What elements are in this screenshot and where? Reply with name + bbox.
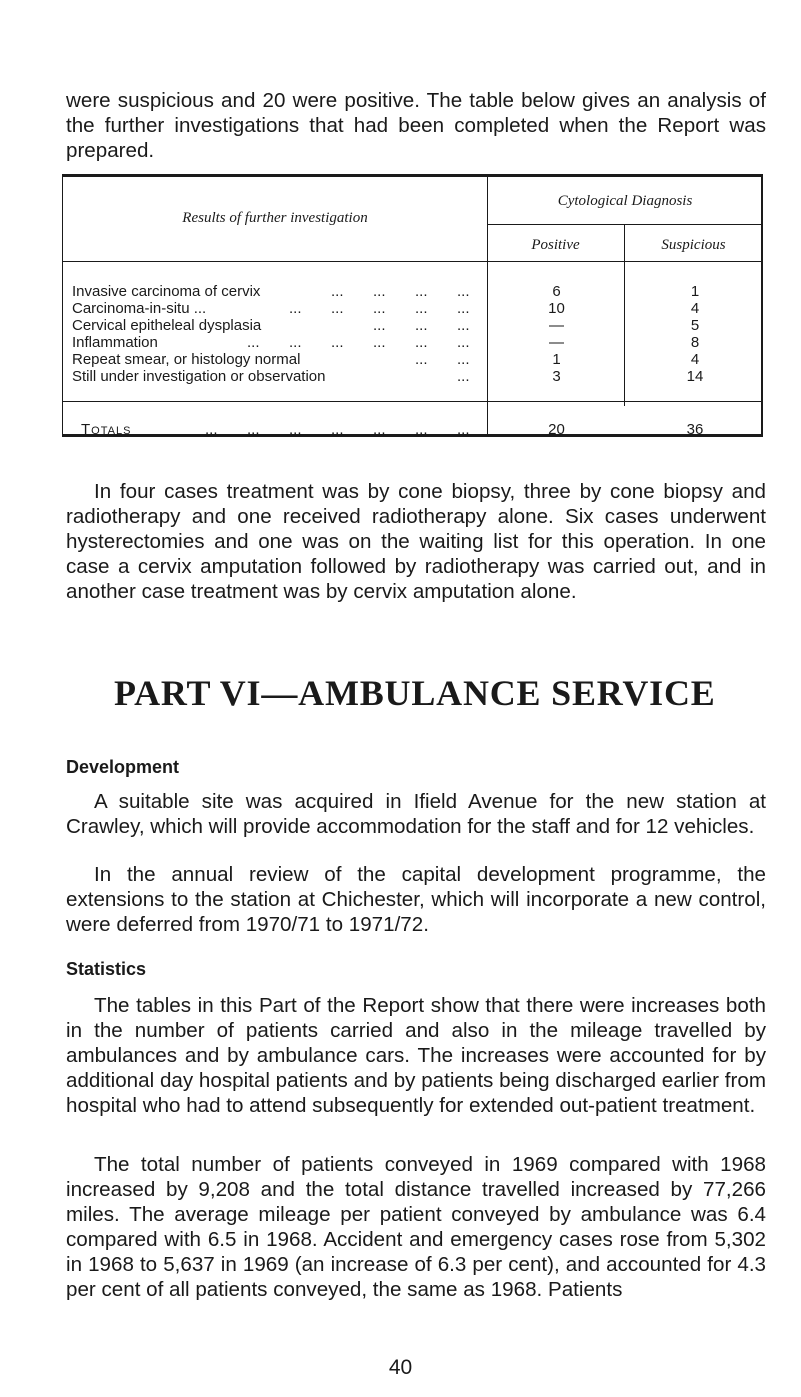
section-heading-statistics: Statistics [66,959,147,979]
table-row: Repeat smear, or histology normal ... ... 1 4 [72,351,700,368]
row-header: Results of further investigation [182,210,368,226]
investigation-table [62,174,763,437]
totals-positive: 20 [548,421,565,438]
development-paragraph-1: A suitable site was acquired in Ifield Avenue for the new station at Crawley, which will provide accommodation for the staff and for 12 vehicles. [66,790,766,838]
development-paragraph-2: In the annual review of the capital development programme, the extensions to the station at Chichester, which will incorporate a new control, were deferred from 1970/71 to 1971/72. [66,863,766,936]
totals-suspicious: 36 [686,421,704,438]
totals-row: Totals ... ... ... ... ... ... ... 20 36 [63,421,762,439]
treatment-paragraph: In four cases treatment was by cone biopsy, three by cone biopsy and radiotherapy and one received radiotherapy alone. Six cases underwent hysterectomies and one was on the waiting list for this operation. In one case a cervix amputation followed by radiotherapy was carried out, and in another case treatment was by cervix amputation alone. [66,480,766,603]
table-row: Inflammation ... ... ... ... ... ... — 8 [72,334,700,351]
table-row: Cervical epitheleal dysplasia ... ... ... — 5 [72,317,700,334]
table-row: Invasive carcinoma of cervix ... ... ... ... 6 1 [72,283,700,300]
statistics-paragraph-1: The tables in this Part of the Report show that there were increases both in the number of patients carried and also in the mileage travelled by ambulances and by ambulance cars. The increases were accounted for by additional day hospital patients and by patients being discharged earlier from hospital who had to attend subsequently for extended out-patient treatment. [66,994,766,1117]
group-header: Cytological Diagnosis [557,193,693,209]
part-title: PART VI—AMBULANCE SERVICE [114,673,716,713]
col-header-positive: Positive [531,237,580,253]
col-header-suspicious: Suspicious [661,237,726,253]
table-rule-totals [63,401,761,402]
table-rule-header [63,261,761,262]
table-rule-subheader [487,224,761,225]
page-number: 40 [388,1356,413,1379]
table-row: Carcinoma-in-situ ... ... ... ... ... ... 10 4 [72,300,700,317]
section-heading-development: Development [66,757,180,777]
table-row: Still under investigation or observation ... 3 14 [72,368,704,385]
totals-label: Totals [81,421,132,438]
intro-paragraph: were suspicious and 20 were positive. The table below gives an analysis of the further investigations that had been completed when the Report was prepared. [66,89,766,162]
statistics-paragraph-2: The total number of patients conveyed in 1969 compared with 1968 increased by 9,208 and the total distance travelled increased by 77,266 miles. The average mileage per patient conveyed by ambulance was 6.4 compared with 6.5 in 1968. Accident and emergency cases rose from 5,302 in 1968 to 5,637 in 1969 (an increase of 6.3 per cent), and accounted for 4.3 per cent of all patients conveyed, the same as 1968. Patients [66,1153,766,1301]
